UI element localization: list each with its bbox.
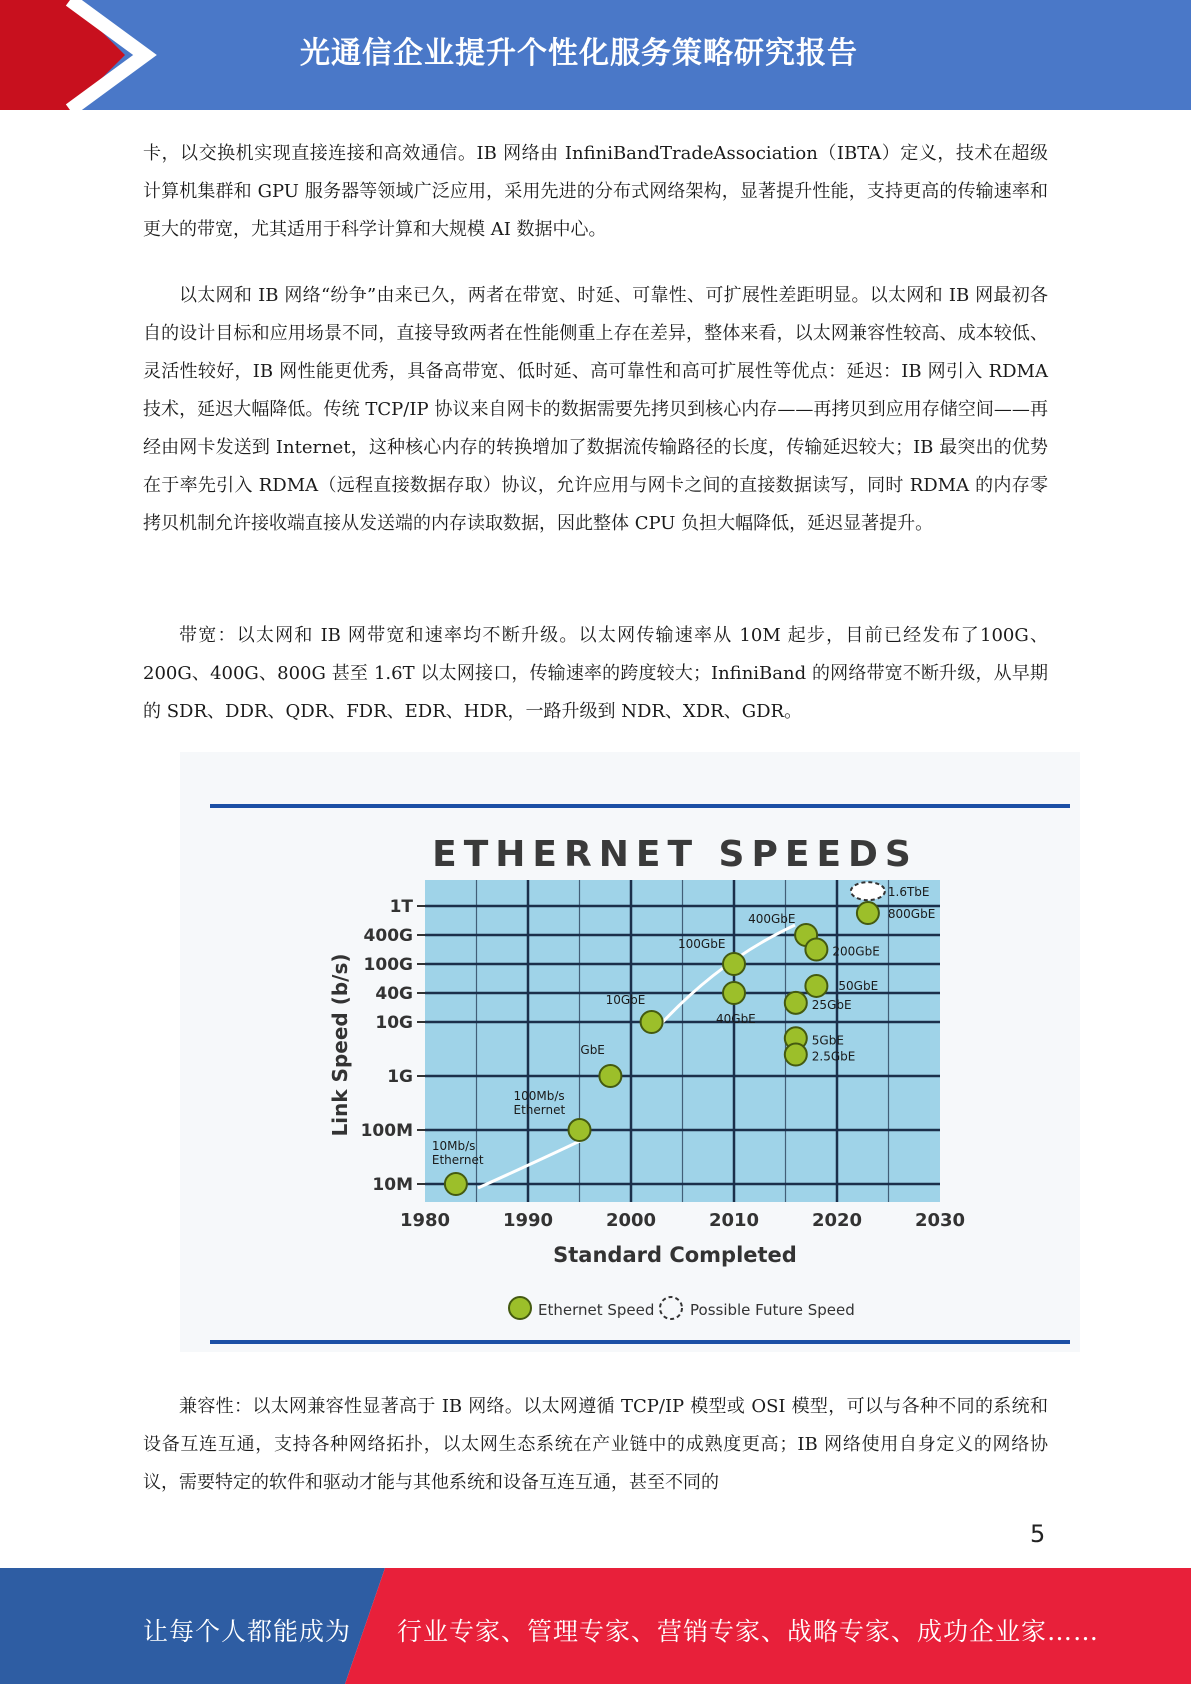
x-tick-label-4: 2020 [811,1210,863,1231]
x-tick-label-0: 1980 [399,1210,451,1231]
ethernet-speeds-figure [180,752,1080,1352]
x-tick-label-3: 2010 [708,1210,760,1231]
data-label-3: 10GbE [605,993,646,1007]
data-point-0 [445,1173,467,1195]
chart-title: ETHERNET SPEEDS [432,834,918,875]
page-header [0,0,1191,110]
data-label-6: 400GbE [748,912,796,926]
data-point-1 [569,1119,591,1141]
y-tick-label-3: 10G [375,1013,413,1033]
y-tick-label-2: 1G [387,1067,413,1087]
data-label-2: GbE [580,1043,605,1057]
data-point-9 [785,992,807,1014]
data-label-7: 200GbE [832,944,880,959]
legend-label-future: Possible Future Speed [690,1301,855,1319]
data-point-7 [805,939,827,961]
y-tick-label-4: 40G [375,984,413,1004]
y-tick-label-1: 100M [360,1121,413,1141]
data-label-0: 10Mb/s Ethernet [431,1139,484,1167]
header-arrow-red [0,0,125,110]
data-label-9: 25GbE [811,997,852,1012]
data-point-12 [857,902,879,924]
y-axis-label: Link Speed (b/s) [328,953,352,1137]
legend-label-ethernet: Ethernet Speed [538,1301,655,1319]
paragraph-compatibility: 兼容性：以太网兼容性显著高于 IB 网络。以太网遵循 TCP/IP 模型或 OSI 模型，可以与各种不同的系统和设备互连互通，支持各种网络拓扑，以太网生态系统在产业链中的成熟度更高；IB 网络使用自身定义的网络协议，需要特定的软件和驱动才能与其他系统和设备互连互通，甚至不同的 [143,1396,1048,1493]
data-point-11 [785,1044,807,1066]
paragraph-bandwidth: 带宽：以太网和 IB 网带宽和速率均不断升级。以太网传输速率从 10M 起步，目前已经发布了100G、200G、400G、800G 甚至 1.6T 以太网接口，传输速率的跨度较大；InfiniBand 的网络带宽不断升级，从早期的 SDR、DDR、QDR、FDR、EDR、HDR，一路升级到 NDR、XDR、GDR。 [143,625,1048,722]
header-arrow-icon [0,0,200,110]
paragraph-ib-intro: 卡，以交换机实现直接连接和高效通信。IB 网络由 InfiniBandTradeAssociation（IBTA）定义，技术在超级计算机集群和 GPU 服务器等领域广泛应用，采用先进的分布式网络架构，显著提升性能，支持更高的传输速率和更大的带宽，尤其适用于科学计算和大规模 AI 数据中心。 [143,143,1048,240]
data-point-5 [723,953,745,975]
data-label-11: 2.5GbE [811,1049,856,1064]
footer-slogan-right: 行业专家、管理专家、营销专家、战略专家、成功企业家…… [397,1617,1100,1646]
legend-marker-ethernet [509,1297,531,1319]
data-label-10: 5GbE [811,1033,844,1048]
data-label-4: 40GbE [716,1012,756,1026]
footer-slogan-left: 让每个人都能成为 [143,1617,352,1646]
data-label-1: 100Mb/s Ethernet [513,1089,566,1117]
data-label-8: 50GbE [838,978,879,993]
header-title: 光通信企业提升个性化服务策略研究报告 [300,36,858,71]
data-point-future-13 [851,882,885,900]
y-tick-label-6: 400G [363,926,413,946]
y-tick-label-5: 100G [363,955,413,975]
x-tick-label-1: 1990 [502,1210,554,1231]
page-number: 5 [1030,1520,1046,1548]
x-tick-label-5: 2030 [914,1210,966,1231]
x-axis-label: Standard Completed [553,1243,797,1267]
data-label-5: 100GbE [678,937,726,951]
data-point-2 [599,1065,621,1087]
data-label-12: 800GbE [887,907,936,922]
paragraph-ethernet-vs-ib: 以太网和 IB 网络“纷争”由来已久，两者在带宽、时延、可靠性、可扩展性差距明显。以太网和 IB 网最初各自的设计目标和应用场景不同，直接导致两者在性能侧重上存在差异，整体来看，以太网兼容性较高、成本较低、灵活性较好，IB 网性能更优秀，具备高带宽、低时延、高可靠性和高可扩展性等优点：延迟：IB 网引入 RDMA 技术，延迟大幅降低。传统 TCP/IP 协议来自网卡的数据需要先拷贝到核心内存——再拷贝到应用存储空间——再经由网卡发送到 Internet，这种核心内存的转换增加了数据流传输路径的长度，传输延迟较大；IB 最突出的优势在于率先引入 RDMA（远程直接数据存取）协议，允许应用与网卡之间的直接数据读写，同时 RDMA 的内存零拷贝机制允许接收端直接从发送端的内存读取数据，因此整体 CPU 负担大幅降低，延迟显著提升。 [143,285,1048,534]
y-tick-label-0: 10M [372,1175,413,1195]
x-tick-label-2: 2000 [605,1210,657,1231]
data-point-8 [805,975,827,997]
data-point-4 [723,982,745,1004]
data-point-3 [641,1011,663,1033]
y-tick-label-7: 1T [389,897,413,917]
data-label-13: 1.6TbE [887,885,930,900]
